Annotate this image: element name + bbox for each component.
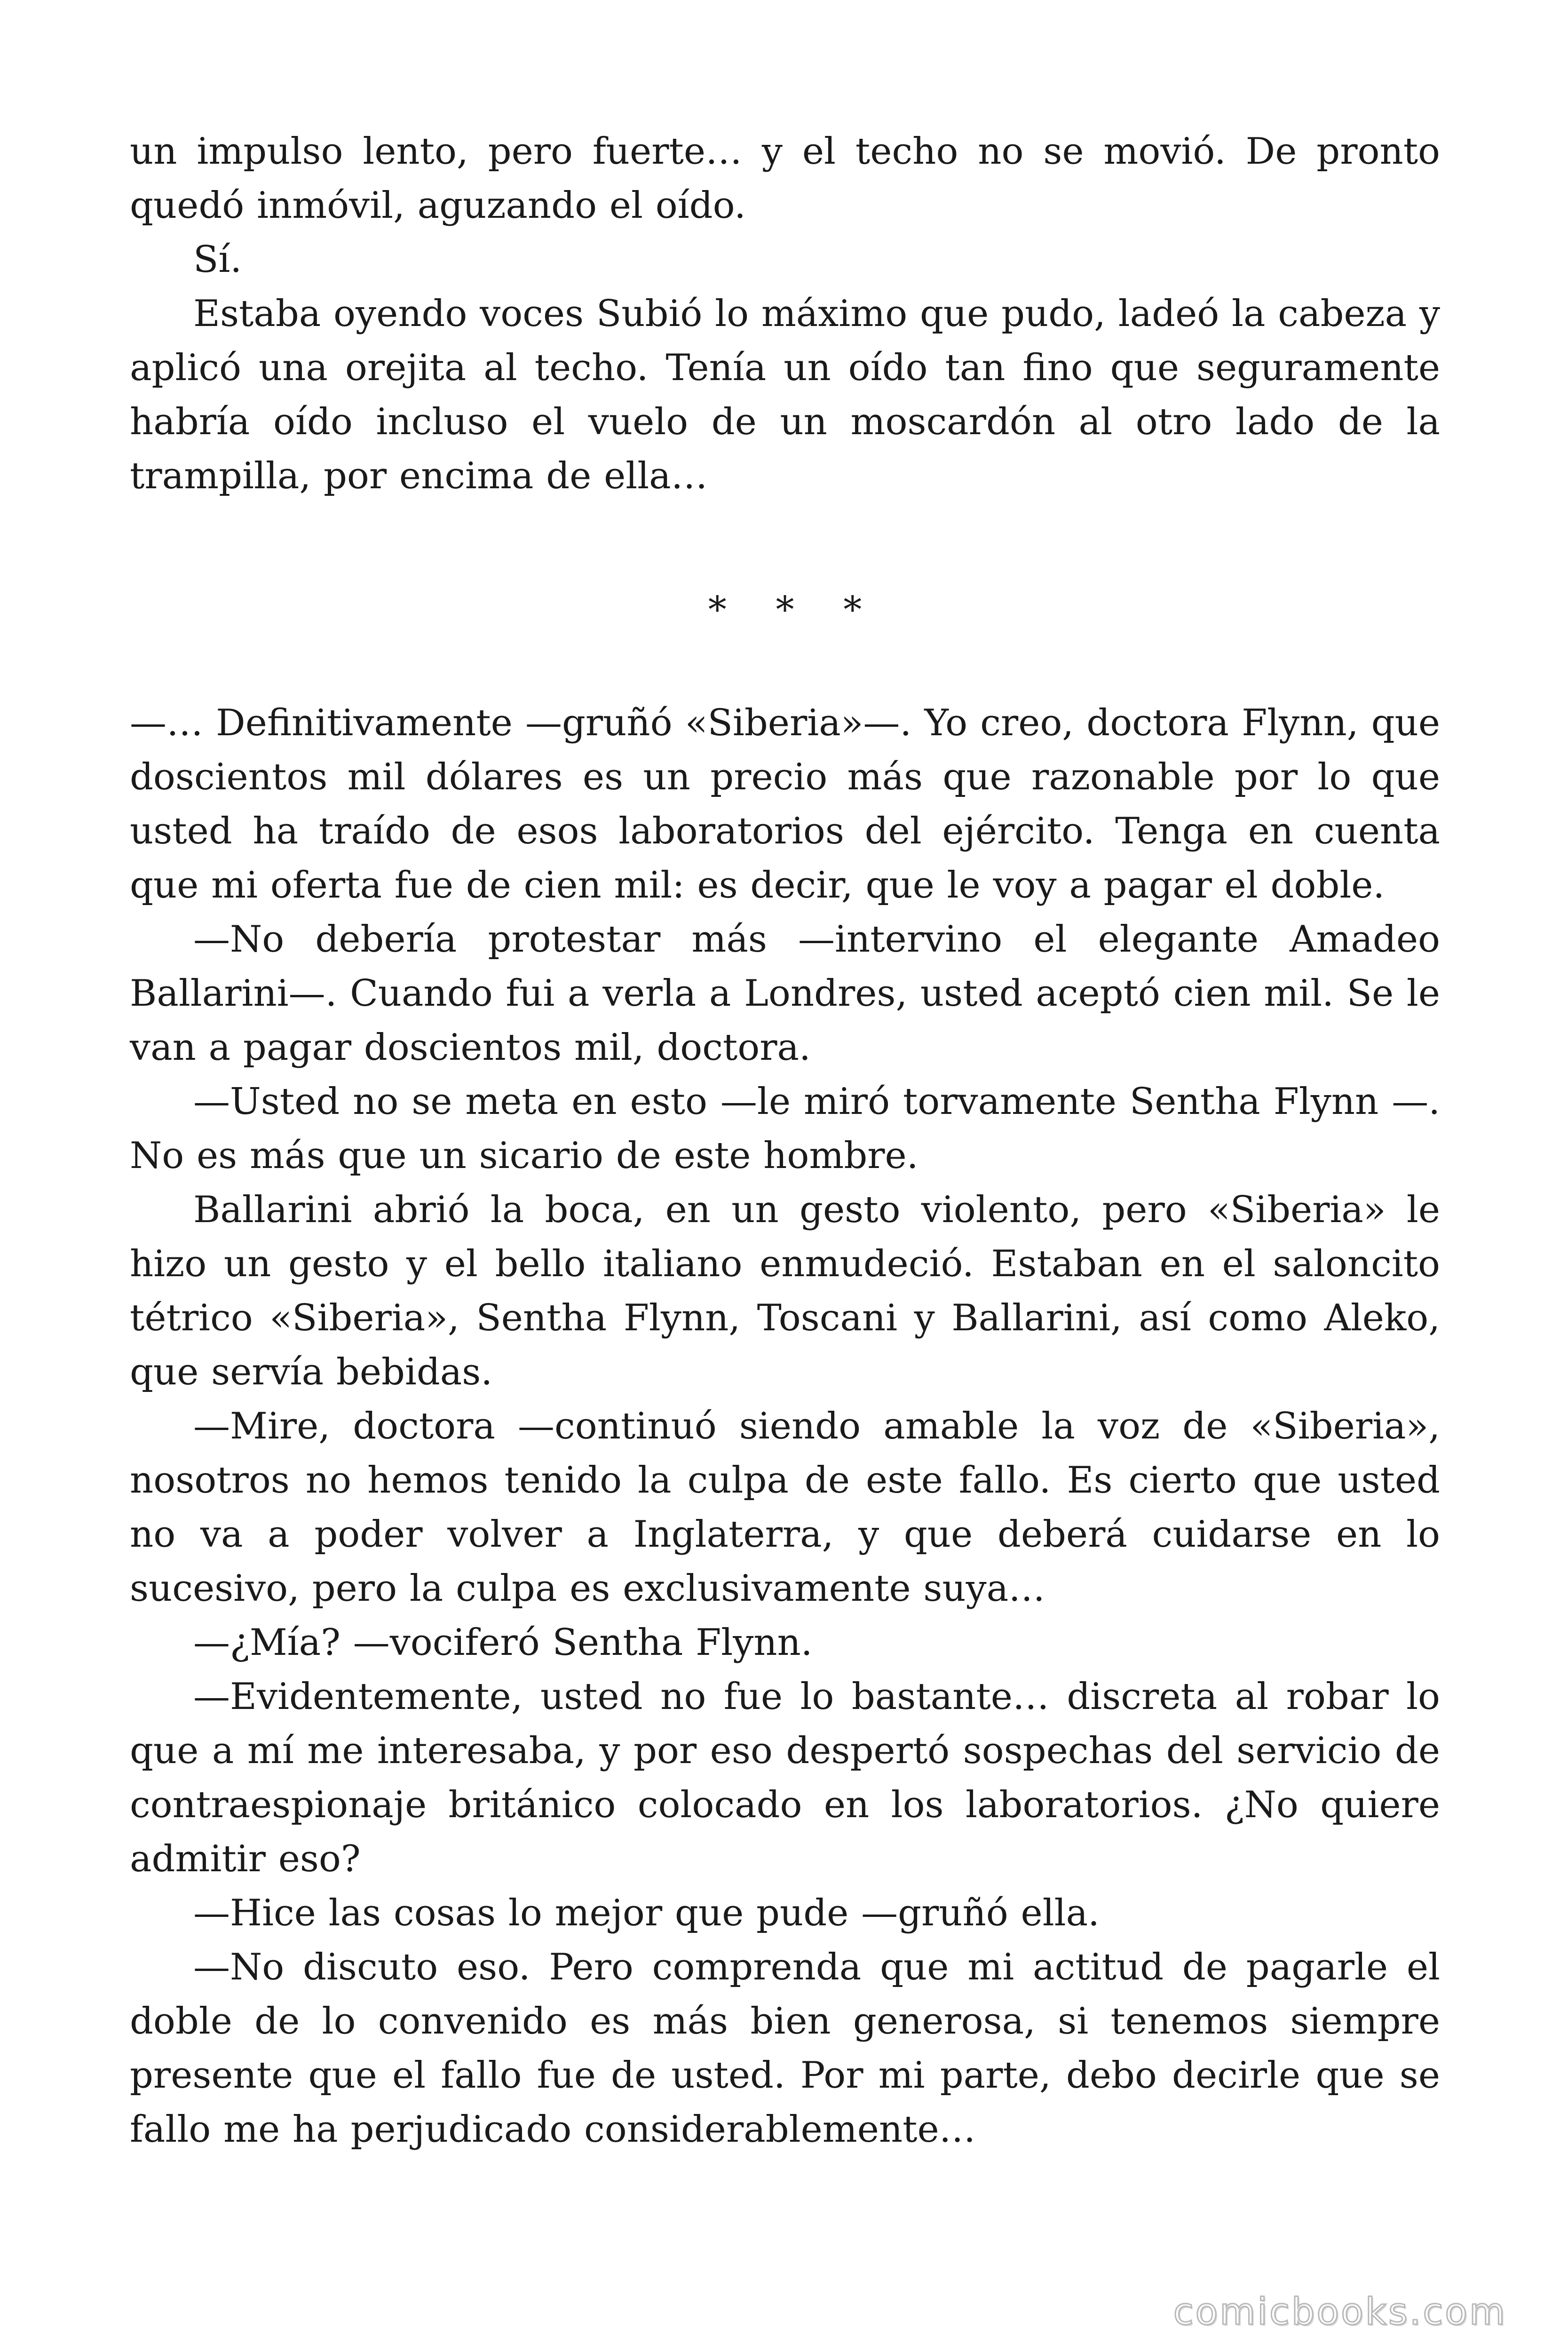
paragraph: —Usted no se meta en esto —le miró torvamente Sentha Flynn —. No es más que un sicario de este hombre. bbox=[130, 1081, 1440, 1177]
paragraph: —Mire, doctora —continuó siendo amable la voz de «Siberia», nosotros no hemos tenido la culpa de este fallo. Es cierto que usted no va a poder volver a Inglaterra, y que deberá cuidarse en lo sucesivo, pero la culpa es exclusivamente suya… bbox=[130, 1405, 1440, 1610]
paragraph: —No debería protestar más —intervino el elegante Amadeo Ballarini—. Cuando fui a verla a Londres, usted aceptó cien mil. Se le van a pagar doscientos mil, doctora. bbox=[130, 918, 1440, 1069]
watermark: comicbooks.com bbox=[1173, 2291, 1507, 2333]
text-block-after-break bbox=[130, 696, 1440, 2157]
paragraph: Estaba oyendo voces Subió lo máximo que pudo, ladeó la cabeza y aplicó una orejita al techo. Tenía un oído tan fino que seguramente habría oído incluso el vuelo de un moscardón al otro lado de la trampilla, por encima de ella… bbox=[130, 293, 1440, 497]
paragraph: —Evidentemente, usted no fue lo bastante… discreta al robar lo que a mí me interesaba, y por eso despertó sospechas del servicio de contraespionaje británico colocado en los laboratorios. ¿No quiere admitir eso? bbox=[130, 1676, 1440, 1880]
paragraph: —… Definitivamente —gruñó «Siberia»—. Yo creo, doctora Flynn, que doscientos mil dólares es un precio más que razonable por lo que usted ha traído de esos laboratorios del ejército. Tenga en cuenta que mi oferta fue de cien mil: es decir, que le voy a pagar el doble. bbox=[130, 702, 1440, 906]
paragraph: —¿Mía? —vociferó Sentha Flynn. bbox=[193, 1621, 813, 1664]
section-break: * * * bbox=[708, 589, 881, 631]
paragraph: —Hice las cosas lo mejor que pude —gruñó ella. bbox=[193, 1892, 1100, 1934]
paragraph: Ballarini abrió la boca, en un gesto violento, pero «Siberia» le hizo un gesto y el bello italiano enmudeció. Estaban en el saloncito tétrico «Siberia», Sentha Flynn, Toscani y Ballarini, así como Aleko, que servía bebidas. bbox=[130, 1189, 1440, 1393]
paragraph: un impulso lento, pero fuerte… y el techo no se movió. De pronto quedó inmóvil, aguzando el oído. bbox=[130, 130, 1440, 227]
paragraph: Sí. bbox=[193, 238, 242, 281]
paragraph: —No discuto eso. Pero comprenda que mi actitud de pagarle el doble de lo convenido es más bien generosa, si tenemos siempre presente que el fallo fue de usted. Por mi parte, debo decirle que se fallo me ha perjudicado considerablemente… bbox=[130, 1946, 1440, 2151]
text-block-before-break bbox=[130, 125, 1440, 503]
